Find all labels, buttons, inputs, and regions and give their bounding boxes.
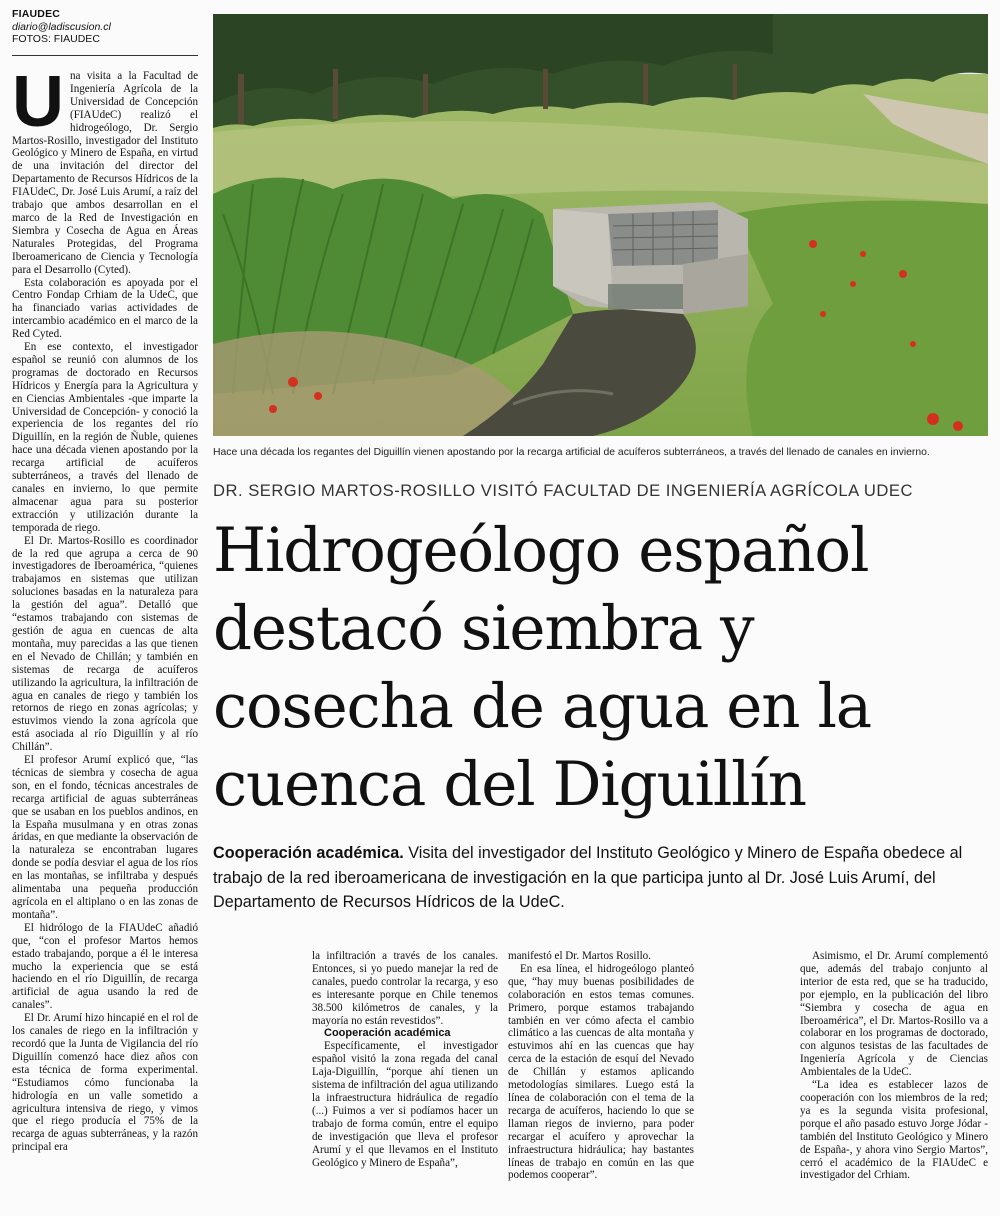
lead-label: Cooperación académica. xyxy=(213,844,404,862)
paragraph-6: El hidrólogo de la FIAUdeC añadió que, “con el profesor Martos hemos estado trabajando, porque a él le interesa mucho la experiencia que se está haciendo en el río Diguillín, de recarga artificial de agua usando la red de canales”. xyxy=(12,921,198,1012)
concrete-weir xyxy=(553,202,748,314)
article-photo xyxy=(213,14,988,436)
paragraph-4: El Dr. Martos-Rosillo es coordinador de la red que agrupa a cerca de 90 investigadores de Iberoamérica, “quienes trabajamos en sistemas que utilizan soluciones basadas en la naturaleza para la gestión del agua”. Detalló que “estamos trabajando con sistemas de gestión de agua en cuencas de alta montaña, muy parecidas a las que tienen en el Nevado de Chillán; y también en sistemas de recarga de acuíferos utilizando la agricultura, la infiltración de agua en canales de riego y también los retornos de riego en zonas agrícolas; y estuvimos viendo la zona agrícola que está asociada al río Diguillín y al río Chillán”. xyxy=(12,534,198,754)
headline-line-1: Hidrogeólogo español xyxy=(213,515,869,586)
drop-cap: U xyxy=(12,62,64,142)
article-column-left xyxy=(12,62,198,1154)
photo-caption: Hace una década los regantes del Diguillín vienen apostando por la recarga artificial de acuíferos subterráneos, a través del llenado de canales en invierno. xyxy=(213,447,930,458)
article-column-4 xyxy=(800,950,988,1182)
headline-line-3: cosecha de agua en la xyxy=(213,671,871,742)
paragraph-1-text: na visita a la Facultad de Ingeniería Agrícola de la Universidad de Concepción (FIAUdeC) realizó el hidrogeólogo, Dr. Sergio Martos-Rosillo, investigador del Instituto Geológico y Minero de España, en virtud de una invitación del director del Departamento de Recursos Hídricos de la FIAUdeC, Dr. José Luis Arumí, a raíz del trabajo que ambos desarrollan en el marco de la Red de Investigación en Siembra y Cosecha de Agua en Áreas Naturales Protegidas, del Programa Iberoamericano de Ciencia y Tecnología para el Desarrollo (Cyted). xyxy=(12,70,198,276)
paragraph-3: En ese contexto, el investigador español se reunió con alumnos de los programas de doctorado en Recursos Hídricos y Energía para la Agricultura y en Ciencias Ambientales -que imparte la Universidad de Concepción- y conoció la experiencia de los regantes del río Diguillín, en la región de Ñuble, quienes hace una década vienen apostando por la recarga artificial de acuíferos subterráneos, a través del llenado de canales en invierno, lo que permite almacenar agua para su posterior extracción y utilización durante la temporada de riego. xyxy=(12,341,198,534)
paragraph-13: “La idea es establecer lazos de cooperación con los miembros de la red; ya es la segunda visita profesional, porque el año pasado estuvo Jorge Jódar -también del Instituto Geológico y Minero de España-, y ahora vino Sergio Martos”, cerró el académico de la FIAUdeC e investigador del Crhiam. xyxy=(800,1079,988,1182)
paragraph-5: El profesor Arumí explicó que, “las técnicas de siembra y cosecha de agua son, en el fondo, técnicas ancestrales de recarga artificial de aguas subterráneas que se usaban en los pueblos andinos, en la España musulmana y en otras zonas áridas, en que mediante la observación de la naturaleza se encontraban lugares donde se podía desviar el agua de los ríos en las montañas, se infiltraba y después alimentaba una pequeña producción agrícola en el altiplano o en las zonas de montaña”. xyxy=(12,754,198,921)
section-subhead: Cooperación académica xyxy=(324,1027,451,1040)
irrigation-canal-photo xyxy=(213,14,988,436)
paragraph-2: Esta colaboración es apoyada por el Centro Fondap Crhiam de la UdeC, que ha financiado varias actividades de intercambio académico en el marco de la Red Cyted. xyxy=(12,276,198,341)
article-column-2 xyxy=(312,950,498,1169)
paragraph-7: El Dr. Arumí hizo hincapié en el rol de los canales de riego en la infiltración y recordó que la Junta de Vigilancia del río Diguillín comenzó hace diez años con esta técnica de forma experimental. “Estudiamos cómo funcionaba la hidrología en un valle sometido a agricultura intensiva de riego, y vimos que el riego producía el 75% de la recarga de aguas subterráneas, y la razón principal era xyxy=(12,1012,198,1154)
paragraph-10: manifestó el Dr. Martos Rosillo. xyxy=(508,950,651,962)
right-grass xyxy=(733,201,988,436)
article-column-3 xyxy=(508,950,694,1182)
byline-source: FIAUDEC xyxy=(12,8,61,20)
paragraph-8: la infiltración a través de los canales. Entonces, si yo puedo manejar la red de canales, puedo controlar la recarga, y eso es interesante porque en Chile tenemos 38.500 kilómetros de canales, y la mayoría no están revestidos”. xyxy=(312,950,498,1027)
kicker: DR. SERGIO MARTOS-ROSILLO VISITÓ FACULTAD DE INGENIERÍA AGRÍCOLA UDEC xyxy=(213,481,913,500)
headline-line-4: cuenca del Diguillín xyxy=(213,749,806,820)
photo-credit: FOTOS: FIAUDEC xyxy=(12,33,100,45)
paragraph-9: Específicamente, el investigador español visitó la zona regada del canal Laja-Diguillín, “porque ahí tienen un sistema de infiltración del agua utilizando la infraestructura hidráulica de regadío (...) Fuimos a ver si podíamos hacer un trabajo de forma común, entre el equipo de investigación que lleva el profesor Arumí y el que llevamos en el Instituto Geológico y Minero de España”, xyxy=(312,1040,498,1169)
paragraph-1 xyxy=(12,62,198,277)
lead-paragraph xyxy=(213,841,988,915)
lead-text: Visita del investigador del Instituto Geológico y Minero de España obedece al trabajo de la red iberoamericana de investigación en la que participa junto al Dr. José Luis Arumí, del Departamento de Recursos Hídricos de la UdeC. xyxy=(213,844,963,911)
byline-credits xyxy=(12,8,202,46)
headline xyxy=(213,512,988,824)
paragraph-12: Asimismo, el Dr. Arumí complementó que, además del trabajo conjunto al interior de esta red, que se ha traducido, por ejemplo, en la publicación del libro “Siembra y cosecha de agua en Iberoamérica”, el Dr. Martos-Rosillo va a colaborar en los programas de doctorado, con algunos tesistas de las facultades de Ingeniería Agrícola y de Ciencias Ambientales de la UdeC. xyxy=(800,950,988,1079)
credits-divider xyxy=(12,55,198,56)
headline-line-2: destacó siembra y xyxy=(213,593,754,664)
byline-email: diario@ladiscusion.cl xyxy=(12,20,111,33)
paragraph-11: En esa línea, el hidrogeólogo planteó que, “hay muy buenas posibilidades de colaboración en estos temas comunes. Primero, porque estamos trabajando también en ver cómo afecta el cambio climático a las cuencas de alta montaña y estuvimos ahí en las cuencas que hay cerca de la estación de esquí del Nevado de Chillán y estamos aplicando metodologías similares. Luego está la línea de colaboración con el tema de la recarga de acuíferos, haciendo lo que se llaman riegos de invierno, para poder recargar el acuífero y aprovechar la infraestructura hidráulica; hay bastantes líneas de trabajo en común en las que podemos cooperar”. xyxy=(508,962,694,1182)
